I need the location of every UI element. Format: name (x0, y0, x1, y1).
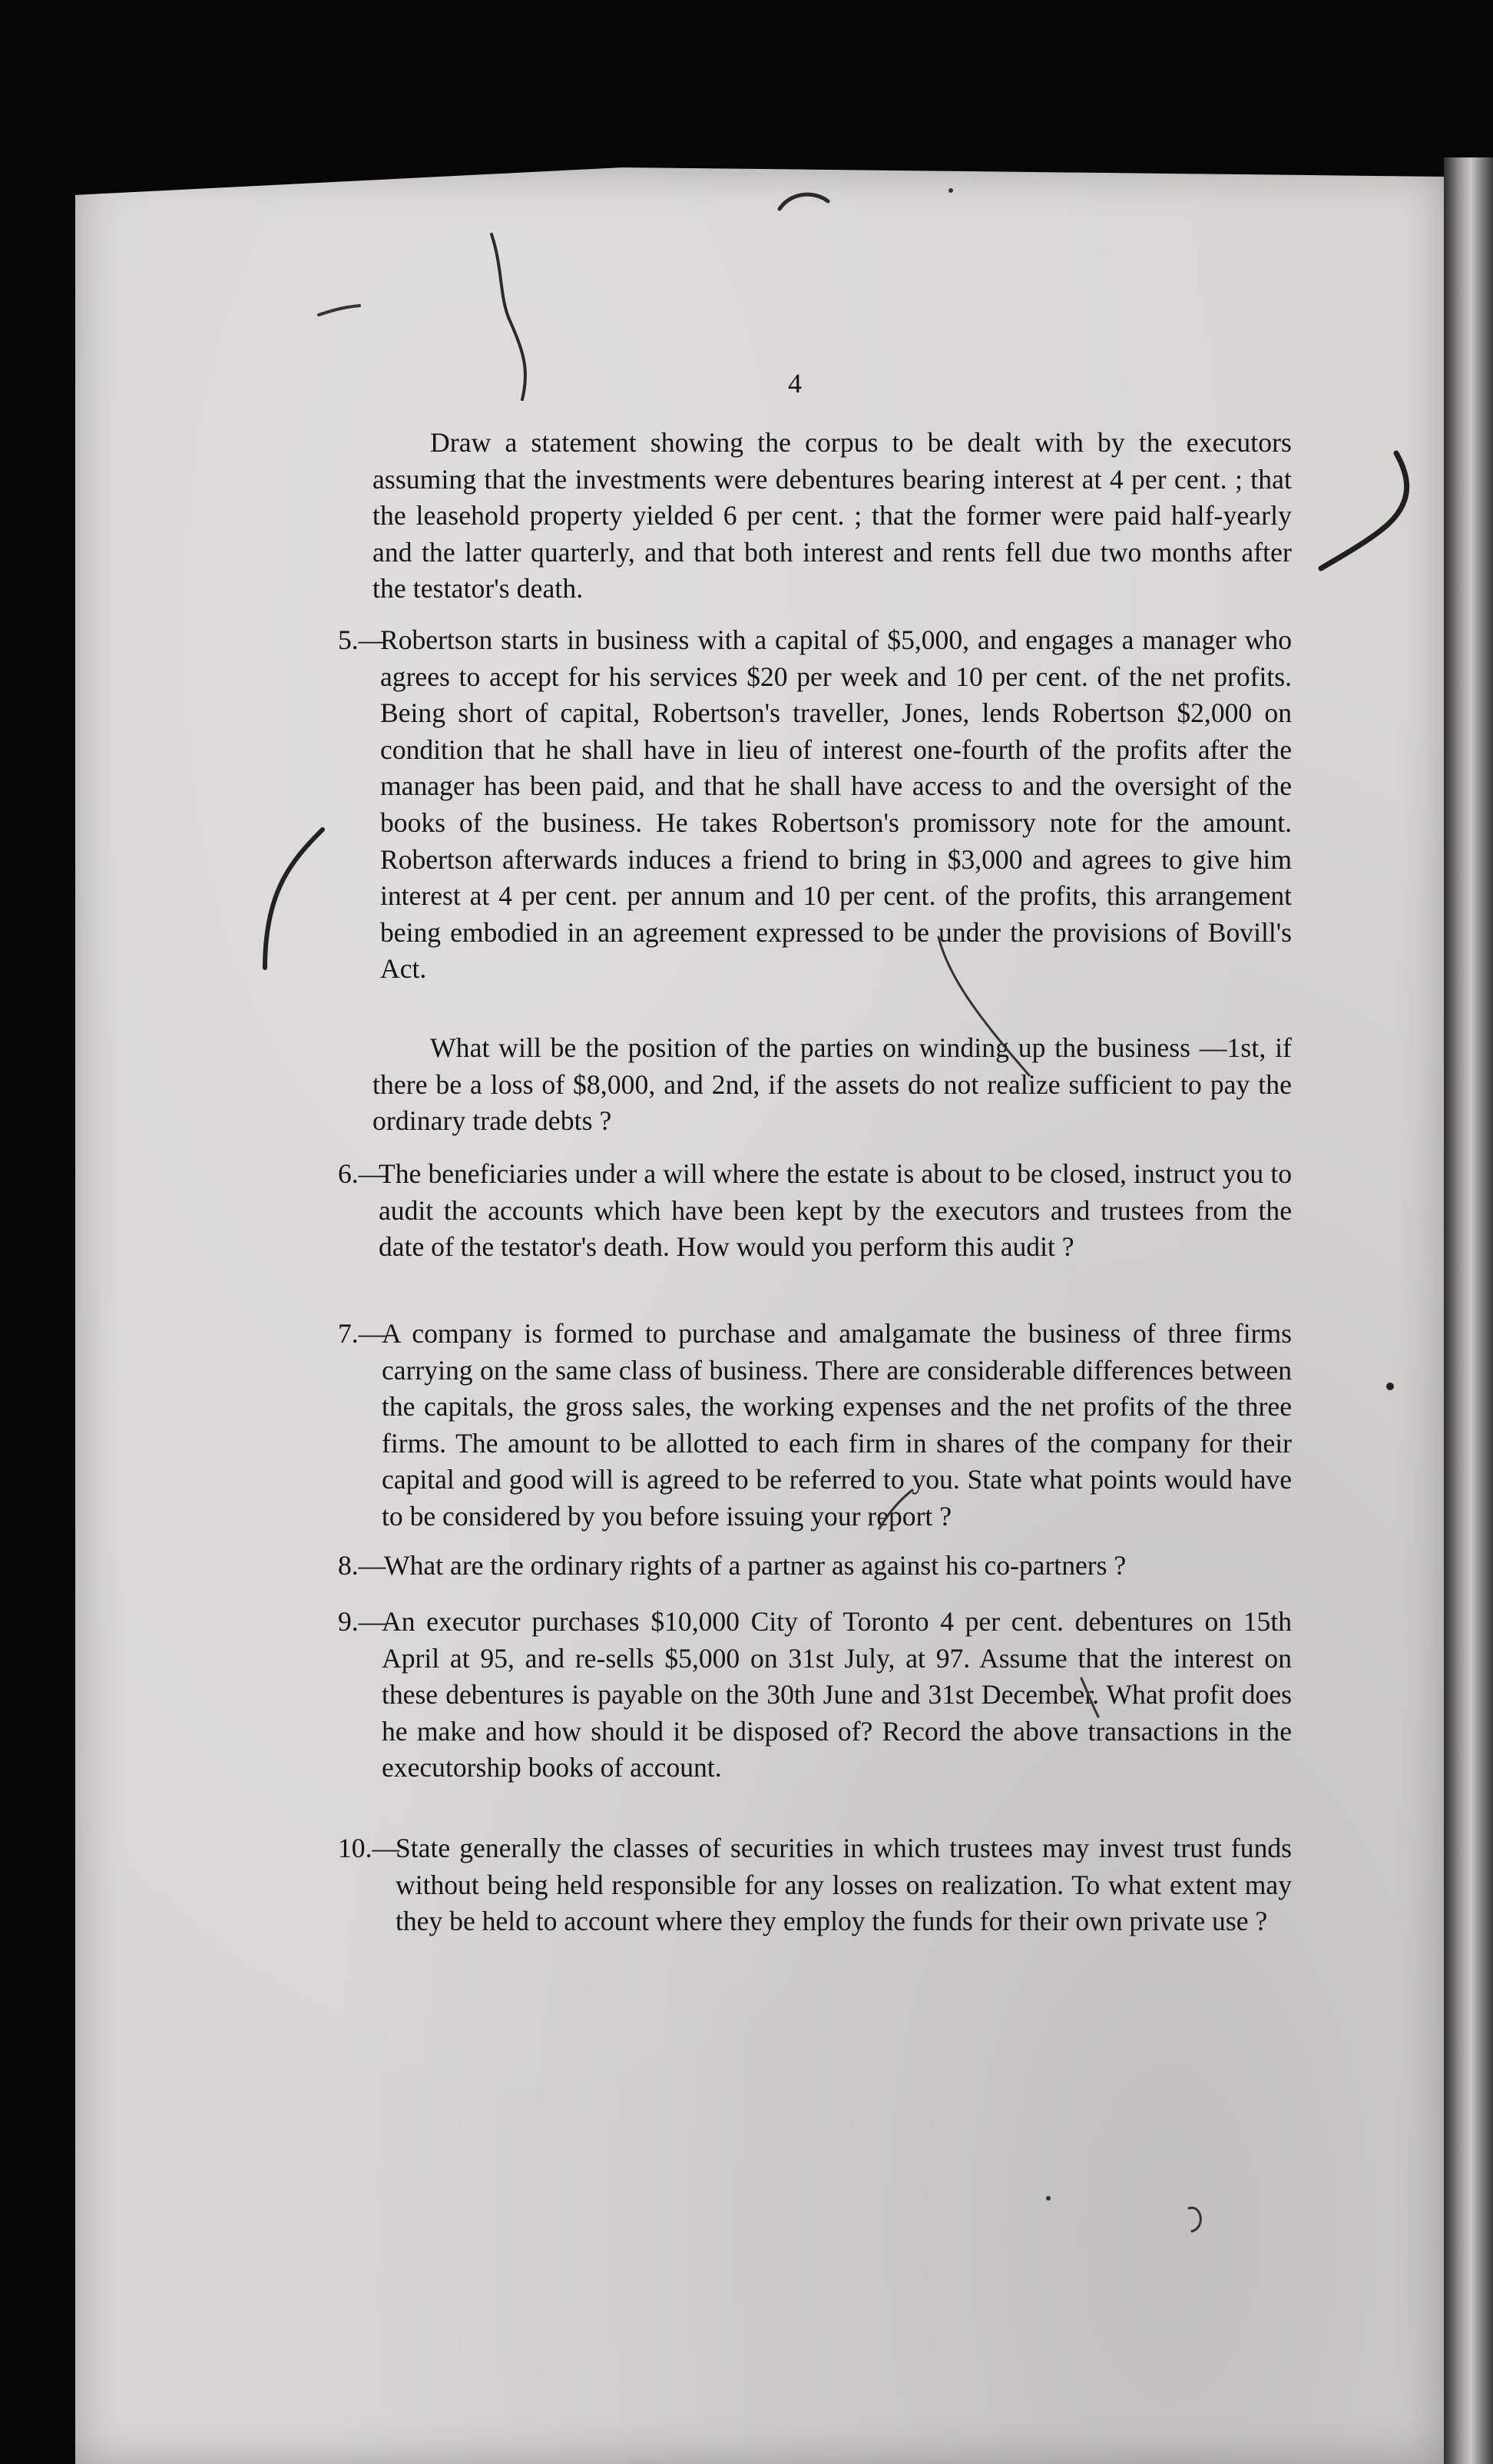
intro-paragraph: Draw a statement showing the corpus to be dealt with by the executors assuming that the investments were debentures bearing interest at 4 per cent. ; that the leasehold property yielded 6 per cent. ; that the former were paid half-yearly and the latter quarterly, and that both interest and rents fell due two months after the testator's death. (372, 427, 1292, 604)
question-number: 7.— (338, 1318, 386, 1349)
question-text: Robertson starts in business with a capital of $5,000, and engages a manager who agrees to accept for his services $20 per week and 10 per cent. of the net profits. Being short of capital, Robertson's traveller, Jones, lends Robertson $2,000 on condition that he shall have in lieu of interest one-fourth of the profits after the manager has been paid, and that he shall have access to and the oversight of the books of the business. He takes Robertson's promissory note for the amount. Robertson afterwards induces a friend to bring in $3,000 and agrees to give him interest at 4 per cent. per annum and 10 per cent. of the profits, this arrangement being embodied in an agreement expressed to be under the provisions of Bovill's Act. (380, 624, 1292, 985)
question-number: 6.— (338, 1158, 386, 1189)
question-text: What are the ordinary rights of a partner as against his co-partners ? (384, 1550, 1127, 1581)
question-number: 5.— (338, 624, 386, 655)
question-number: 9.— (338, 1606, 386, 1637)
question-5-followup: What will be the position of the parties on winding up the business —1st, if there be a loss of $8,000, and 2nd, if the assets do not realize sufficient to pay the ordinary trade debts ? (372, 1032, 1292, 1137)
question-text: A company is formed to purchase and amalgamate the business of three firms carrying on the same class of business. There are considerable differences between the capitals, the gross sales, the working expenses and the net profits of the three firms. The amount to be allotted to each firm in shares of the company for their capital and good will is agreed to be referred to you. State what points would have to be considered by you before issuing your report ? (382, 1318, 1292, 1532)
page-binding-edge (1444, 157, 1493, 2464)
question-number: 10.— (338, 1833, 400, 1863)
question-number: 8.— (338, 1550, 386, 1581)
question-text: State generally the classes of securities in which trustees may invest trust funds without being held responsible for any losses on realization. To what extent may they be held to account where they employ the funds for their own private use ? (396, 1833, 1292, 1937)
question-text: An executor purchases $10,000 City of Toronto 4 per cent. debentures on 15th April at 95, and re-sells $5,000 on 31st July, at 97. Assume that the interest on these debentures is payable on the 30th June and 31st December. What profit does he make and how should it be disposed of? Record the above transactions in the executorship books of account. (382, 1606, 1292, 1783)
question-text: The beneficiaries under a will where the estate is about to be closed, instruct you to audit the accounts which have been kept by the executors and trustees from the date of the testator's death. How would you perform this audit ? (379, 1158, 1292, 1263)
page-number: 4 (788, 368, 802, 399)
